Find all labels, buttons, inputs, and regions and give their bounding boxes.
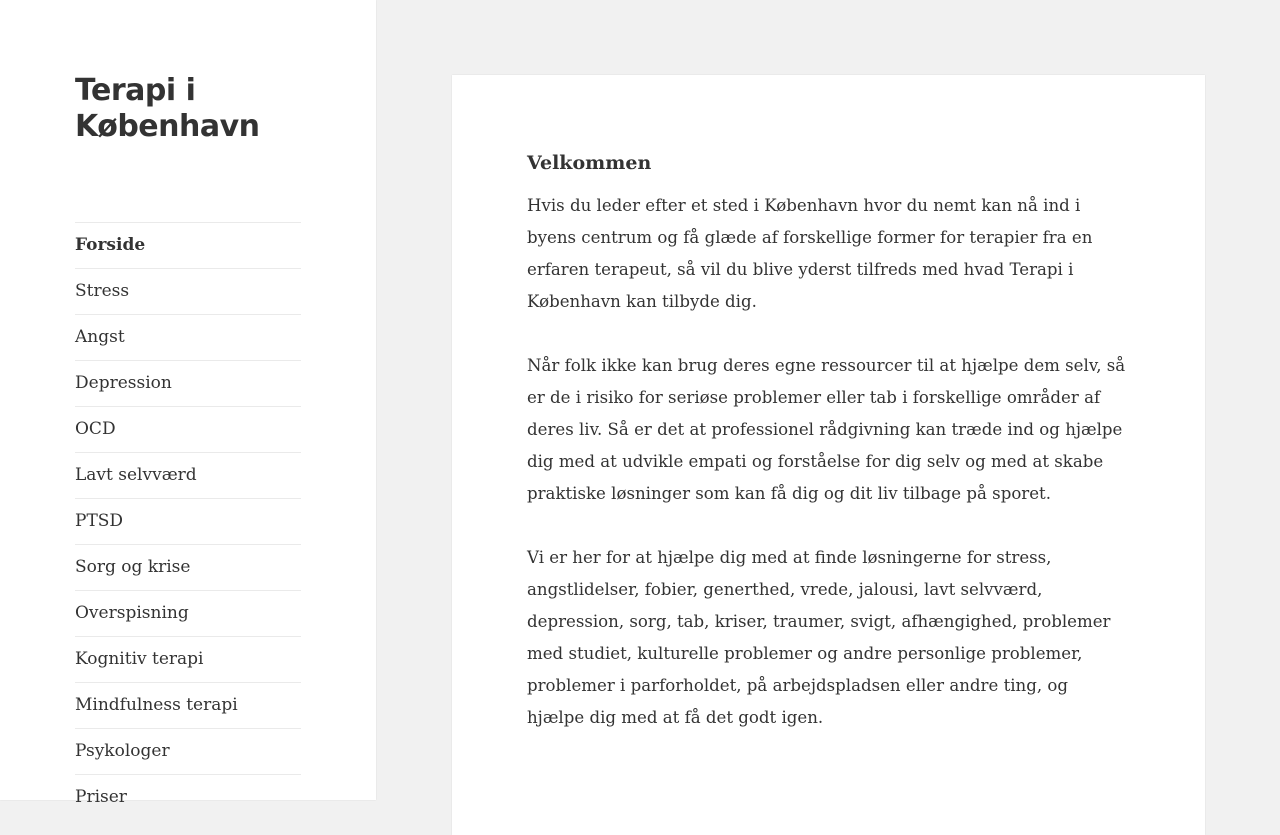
- nav-item-priser[interactable]: Priser: [75, 774, 301, 820]
- article-heading: Velkommen: [527, 152, 652, 174]
- article: [527, 148, 1130, 766]
- nav-item-ocd[interactable]: OCD: [75, 406, 301, 452]
- main-navigation: [75, 222, 301, 820]
- nav-item-lavt-selvvaerd[interactable]: Lavt selvværd: [75, 452, 301, 498]
- nav-item-stress[interactable]: Stress: [75, 268, 301, 314]
- article-paragraph: Når folk ikke kan brug deres egne ressourcer til at hjælpe dem selv, så er de i risiko for seriøse problemer eller tab i forskellige områder af deres liv. Så er det at professionel rådgivning kan træde ind og hjælpe dig med at udvikle empati og forståelse for dig selv og med at skabe praktiske løsninger som kan få dig og dit liv tilbage på sporet.: [527, 356, 1126, 503]
- site-title-link[interactable]: Terapi i København: [75, 73, 260, 144]
- nav-item-sorg-og-krise[interactable]: Sorg og krise: [75, 544, 301, 590]
- nav-item-psykologer[interactable]: Psykologer: [75, 728, 301, 774]
- nav-item-forside[interactable]: Forside: [75, 222, 301, 268]
- article-paragraph: Hvis du leder efter et sted i København hvor du nemt kan nå ind i byens centrum og få glæde af forskellige former for terapier fra en erfaren terapeut, så vil du blive yderst tilfreds med hvad Terapi i København kan tilbyde dig.: [527, 196, 1093, 311]
- nav-item-mindfulness-terapi[interactable]: Mindfulness terapi: [75, 682, 301, 728]
- article-paragraph: Vi er her for at hjælpe dig med at finde løsningerne for stress, angstlidelser, fobier, generthed, vrede, jalousi, lavt selvværd, depression, sorg, tab, kriser, traumer, svigt, afhængighed, problemer med studiet, kulturelle problemer og andre personlige problemer, problemer i parforholdet, på arbejdspladsen eller andre ting, og hjælpe dig med at få det godt igen.: [527, 548, 1111, 727]
- nav-item-ptsd[interactable]: PTSD: [75, 498, 301, 544]
- nav-item-angst[interactable]: Angst: [75, 314, 301, 360]
- nav-item-overspisning[interactable]: Overspisning: [75, 590, 301, 636]
- sidebar: [0, 0, 376, 807]
- content-card: [452, 75, 1205, 835]
- nav-item-depression[interactable]: Depression: [75, 360, 301, 406]
- nav-item-kognitiv-terapi[interactable]: Kognitiv terapi: [75, 636, 301, 682]
